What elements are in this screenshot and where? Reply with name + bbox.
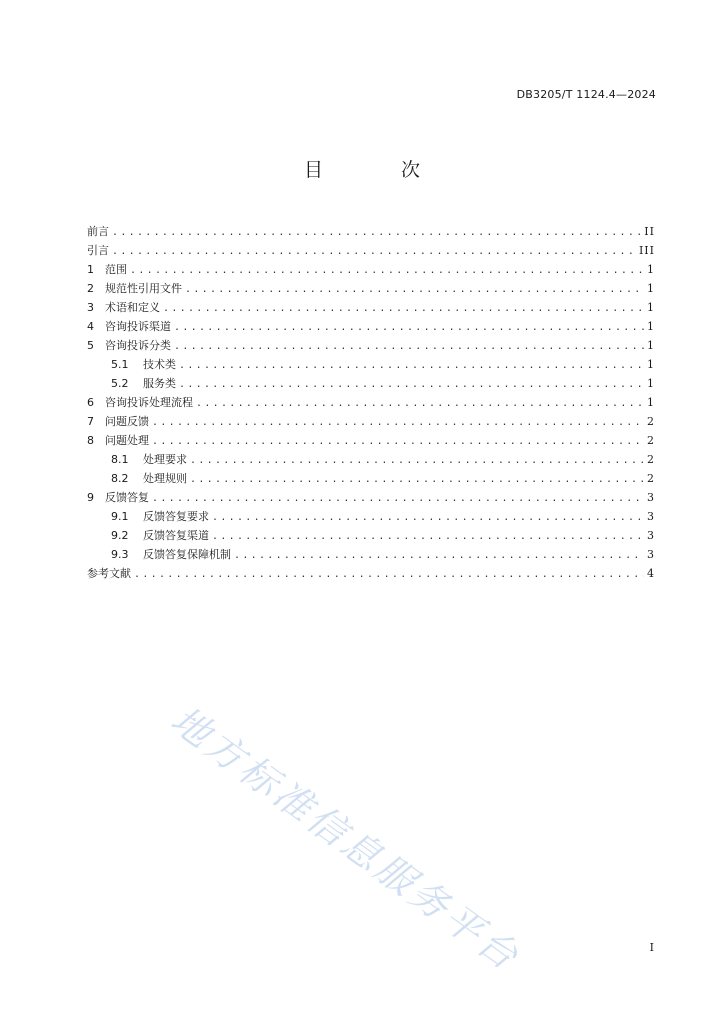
toc-entry[interactable] <box>87 488 655 507</box>
toc-entry-label: 前言 <box>87 225 109 238</box>
toc-entry-page: 2 <box>647 434 655 447</box>
toc-dot-leader <box>174 337 644 355</box>
toc-entry-number: 2 <box>87 282 94 295</box>
toc-entry-label: 技术类 <box>143 358 176 371</box>
toc-dot-leader <box>179 375 644 393</box>
toc-entry-label: 处理要求 <box>143 453 187 466</box>
toc-entry-page: II <box>644 225 655 238</box>
toc-entry-page: 4 <box>647 567 655 580</box>
toc-dot-leader <box>112 223 641 241</box>
toc-entry-page: 3 <box>647 510 655 523</box>
toc-dot-leader <box>196 394 644 412</box>
toc-entry[interactable] <box>87 241 655 260</box>
toc-entry[interactable] <box>87 507 655 526</box>
toc-entry-number: 6 <box>87 396 94 409</box>
toc-dot-leader <box>234 546 644 564</box>
toc-dot-leader <box>212 527 644 545</box>
toc-entry-page: III <box>638 244 655 257</box>
toc-entry-page: 2 <box>647 472 655 485</box>
toc-entry-label: 反馈答复渠道 <box>143 529 209 542</box>
toc-entry-page: 3 <box>647 529 655 542</box>
toc-entry-number: 4 <box>87 320 94 333</box>
toc-entry-page: 3 <box>647 491 655 504</box>
toc-entry-number: 8.2 <box>111 472 129 485</box>
toc-dot-leader <box>152 432 644 450</box>
toc-entry-page: 1 <box>647 358 655 371</box>
toc-entry-label: 规范性引用文件 <box>105 282 182 295</box>
toc-dot-leader <box>134 565 644 583</box>
toc-entry-page: 1 <box>647 396 655 409</box>
toc-entry-number: 8.1 <box>111 453 129 466</box>
toc-entry-number: 5 <box>87 339 94 352</box>
toc-entry[interactable] <box>87 355 655 374</box>
toc-entry[interactable] <box>87 469 655 488</box>
toc-entry-number: 3 <box>87 301 94 314</box>
toc-entry[interactable] <box>87 526 655 545</box>
toc-entry-page: 1 <box>647 282 655 295</box>
toc-entry[interactable] <box>87 431 655 450</box>
toc-entry-page: 1 <box>647 263 655 276</box>
toc-entry-number: 9.2 <box>111 529 129 542</box>
toc-dot-leader <box>163 299 644 317</box>
toc-entry-label: 咨询投诉处理流程 <box>105 396 193 409</box>
toc-dot-leader <box>190 451 644 469</box>
toc-entry-number: 1 <box>87 263 94 276</box>
toc-dot-leader <box>112 242 636 260</box>
table-of-contents <box>87 222 655 583</box>
toc-entry-label: 咨询投诉渠道 <box>105 320 171 333</box>
toc-dot-leader <box>174 318 644 336</box>
toc-entry-number: 8 <box>87 434 94 447</box>
toc-entry-label: 问题反馈 <box>105 415 149 428</box>
toc-entry[interactable] <box>87 412 655 431</box>
toc-entry[interactable] <box>87 317 655 336</box>
toc-entry-label: 参考文献 <box>87 567 131 580</box>
toc-entry-page: 3 <box>647 548 655 561</box>
toc-dot-leader <box>152 489 644 507</box>
document-code: DB3205/T 1124.4—2024 <box>516 88 656 101</box>
toc-entry-number: 9.3 <box>111 548 129 561</box>
toc-entry-page: 1 <box>647 339 655 352</box>
toc-dot-leader <box>152 413 644 431</box>
toc-entry-page: 1 <box>647 301 655 314</box>
toc-dot-leader <box>179 356 644 374</box>
toc-entry-page: 2 <box>647 415 655 428</box>
toc-entry-number: 7 <box>87 415 94 428</box>
watermark: 地方标准信息服务平台 <box>163 697 529 981</box>
toc-entry-number: 9 <box>87 491 94 504</box>
toc-entry-number: 5.1 <box>111 358 129 371</box>
toc-dot-leader <box>185 280 644 298</box>
toc-entry[interactable] <box>87 336 655 355</box>
toc-entry-label: 反馈答复保障机制 <box>143 548 231 561</box>
toc-entry-label: 反馈答复 <box>105 491 149 504</box>
toc-entry[interactable] <box>87 450 655 469</box>
toc-entry-page: 1 <box>647 320 655 333</box>
toc-entry[interactable] <box>87 374 655 393</box>
toc-dot-leader <box>130 261 644 279</box>
toc-dot-leader <box>212 508 644 526</box>
toc-entry-label: 服务类 <box>143 377 176 390</box>
toc-entry-label: 处理规则 <box>143 472 187 485</box>
toc-entry[interactable] <box>87 393 655 412</box>
toc-entry[interactable] <box>87 564 655 583</box>
toc-entry-label: 反馈答复要求 <box>143 510 209 523</box>
toc-entry-label: 范围 <box>105 263 127 276</box>
toc-dot-leader <box>190 470 644 488</box>
toc-entry-label: 咨询投诉分类 <box>105 339 171 352</box>
toc-entry[interactable] <box>87 279 655 298</box>
toc-entry[interactable] <box>87 222 655 241</box>
toc-entry-label: 术语和定义 <box>105 301 160 314</box>
toc-entry-label: 引言 <box>87 244 109 257</box>
page-number: I <box>649 941 654 954</box>
toc-entry[interactable] <box>87 545 655 564</box>
page-title: 目 次 <box>303 159 457 181</box>
toc-entry[interactable] <box>87 298 655 317</box>
toc-entry-label: 问题处理 <box>105 434 149 447</box>
toc-entry[interactable] <box>87 260 655 279</box>
toc-entry-number: 9.1 <box>111 510 129 523</box>
toc-entry-page: 1 <box>647 377 655 390</box>
toc-entry-page: 2 <box>647 453 655 466</box>
toc-entry-number: 5.2 <box>111 377 129 390</box>
